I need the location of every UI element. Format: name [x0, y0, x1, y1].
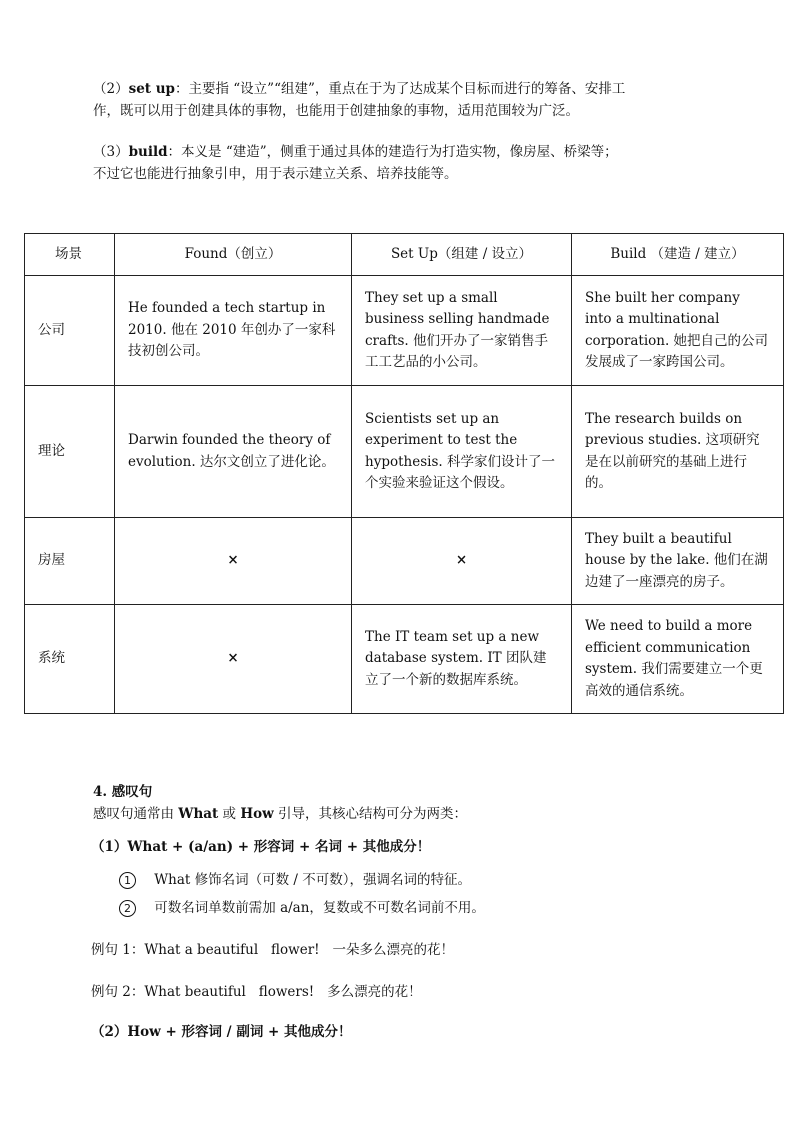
- table-row: [25, 518, 784, 605]
- table-row: [25, 276, 784, 386]
- example-2: 例句 2：What beautiful flowers! 多么漂亮的花！: [91, 984, 422, 1000]
- para2-line2: 作，既可以用于创建具体的事物，也能用于创建抽象的事物，适用范围较为广泛。: [93, 103, 579, 119]
- para2-line1: [93, 78, 733, 100]
- list-item: [119, 869, 471, 891]
- cell-scene: 理论: [25, 386, 115, 518]
- cell-setup: The IT team set up a new database system. IT 团队建立了一个新的数据库系统。: [352, 605, 572, 714]
- intro-mid: 或: [218, 806, 241, 822]
- para2-colon: ：: [174, 81, 189, 97]
- cell-found: Darwin founded the theory of evolution. 达尔文创立了进化论。: [115, 386, 352, 518]
- cell-setup-cross-icon: ×: [352, 518, 572, 605]
- para3-line1: [93, 141, 733, 163]
- para3-term: build: [128, 144, 168, 160]
- intro-what: What: [178, 806, 219, 822]
- item1-text: What 修饰名词（可数 / 不可数），强调名词的特征。: [154, 872, 472, 888]
- table-row: [25, 386, 784, 518]
- para2-line1-text: 主要指 “设立”“组建”，重点在于为了达成某个目标而进行的筹备、安排工: [188, 81, 626, 97]
- example-1: 例句 1：What a beautiful flower! 一朵多么漂亮的花！: [91, 942, 454, 958]
- circled-number-icon: 1: [119, 872, 136, 889]
- para2-term: set up: [128, 81, 175, 97]
- header-found: Found（创立）: [115, 234, 352, 276]
- cell-found: He founded a tech startup in 2010. 他在 2010 年创办了一家科技初创公司。: [115, 276, 352, 386]
- structure-2: （2）How + 形容词 / 副词 + 其他成分！: [91, 1024, 352, 1040]
- cell-found-cross-icon: ×: [115, 518, 352, 605]
- section-4: [93, 781, 467, 825]
- para3-line1-text: 本义是 “建造”，侧重于通过具体的建造行为打造实物，像房屋、桥梁等；: [181, 144, 618, 160]
- para2-prefix: （2）: [93, 81, 129, 97]
- circled-number-icon: 2: [119, 900, 136, 917]
- cell-setup: They set up a small business selling handmade crafts. 他们开办了一家销售手工工艺品的小公司。: [352, 276, 572, 386]
- cell-found-cross-icon: ×: [115, 605, 352, 714]
- table-header-row: [25, 234, 784, 276]
- cell-scene: 公司: [25, 276, 115, 386]
- cell-build: They built a beautiful house by the lake. 他们在湖边建了一座漂亮的房子。: [572, 518, 784, 605]
- section-intro: [93, 803, 467, 825]
- cell-scene: 系统: [25, 605, 115, 714]
- paragraph-set-up: [93, 78, 733, 122]
- cell-build: The research builds on previous studies. 这项研究是在以前研究的基础上进行的。: [572, 386, 784, 518]
- paragraph-build: [93, 141, 733, 185]
- intro-how: How: [240, 806, 274, 822]
- header-scene: 场景: [25, 234, 115, 276]
- table-row: [25, 605, 784, 714]
- list-item: [119, 897, 485, 919]
- para3-line2: 不过它也能进行抽象引申，用于表示建立关系、培养技能等。: [93, 166, 458, 182]
- para3-prefix: （3）: [93, 144, 129, 160]
- item2-text: 可数名词单数前需加 a/an，复数或不可数名词前不用。: [154, 900, 485, 916]
- header-build: Build （建造 / 建立）: [572, 234, 784, 276]
- section-number: 4.: [93, 784, 108, 800]
- para3-colon: ：: [167, 144, 182, 160]
- cell-build: She built her company into a multinational corporation. 她把自己的公司发展成了一家跨国公司。: [572, 276, 784, 386]
- comparison-table: [24, 233, 784, 714]
- intro-post: 引导，其核心结构可分为两类：: [273, 806, 468, 822]
- cell-setup: Scientists set up an experiment to test the hypothesis. 科学家们设计了一个实验来验证这个假设。: [352, 386, 572, 518]
- intro-pre: 感叹句通常由: [93, 806, 179, 822]
- structure-1: （1）What + (a/an) + 形容词 + 名词 + 其他成分！: [91, 839, 431, 855]
- cell-scene: 房屋: [25, 518, 115, 605]
- section-heading: [93, 781, 467, 803]
- cell-build: We need to build a more efficient communication system. 我们需要建立一个更高效的通信系统。: [572, 605, 784, 714]
- section-title: 感叹句: [111, 784, 153, 800]
- header-setup: Set Up（组建 / 设立）: [352, 234, 572, 276]
